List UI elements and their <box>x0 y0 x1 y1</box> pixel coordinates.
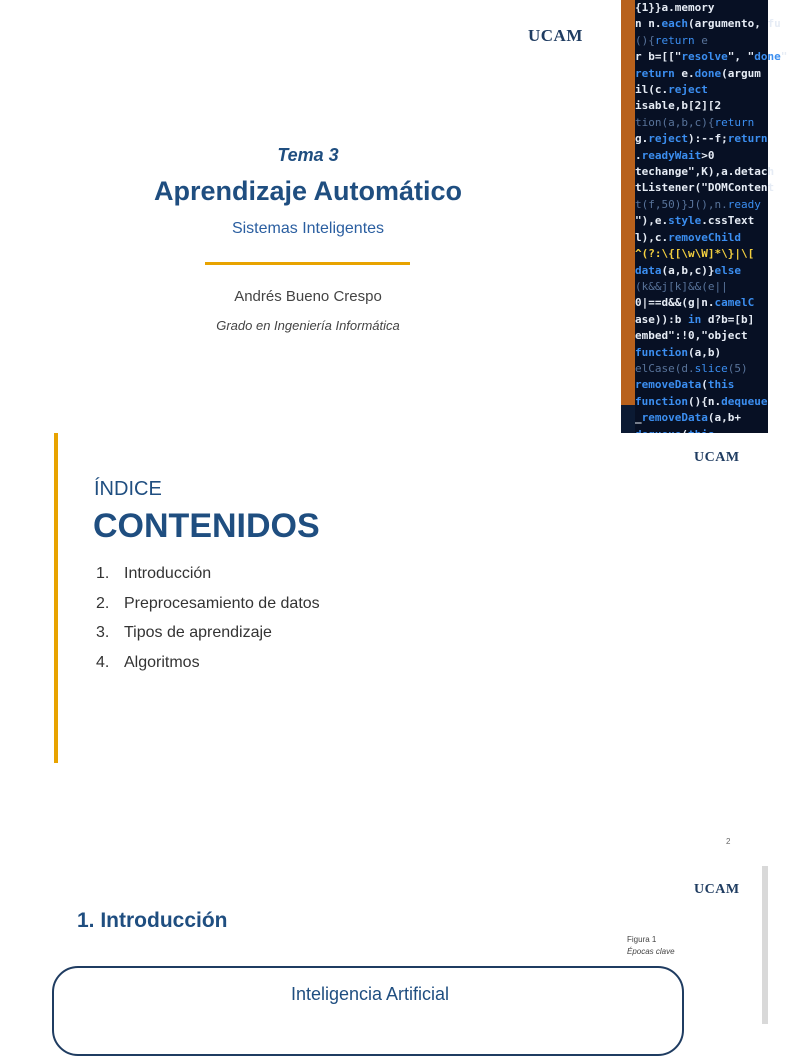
code-line: (k&&j[k]&&(e|| <box>635 279 728 293</box>
ai-box-label: Inteligencia Artificial <box>290 984 450 1004</box>
ucam-logo: UCAM <box>528 26 583 45</box>
code-line: "),e.style.cssText <box>635 214 755 228</box>
code-line: removeData(this <box>635 378 735 392</box>
code-line: (){return e <box>635 33 708 47</box>
title-divider <box>205 262 410 265</box>
code-line: r b=[["resolve", "done" <box>635 50 787 64</box>
degree-name: Grado en Ingeniería Informática <box>216 318 400 333</box>
contents-item <box>96 563 320 593</box>
code-line: ^(?:\{[\w\W]*\}|\[ <box>635 247 755 261</box>
code-line: data(a,b,c)}else <box>635 263 741 277</box>
contents-item-number: 1. <box>96 565 110 582</box>
code-line: l),c.removeChild <box>635 230 741 244</box>
contents-item <box>96 593 320 623</box>
code-image-stripe <box>621 0 635 405</box>
contents-item-number: 2. <box>96 594 110 612</box>
code-line: function(){n.dequeue <box>635 394 768 408</box>
contents-list <box>96 563 320 681</box>
contents-slide <box>0 433 768 866</box>
code-line: .readyWait>0 <box>635 148 715 162</box>
accent-bar <box>54 433 58 763</box>
code-background-image <box>621 0 787 433</box>
presentation-title: Aprendizaje Automático <box>153 176 463 206</box>
ucam-logo: UCAM <box>694 450 740 465</box>
contents-item <box>96 652 320 682</box>
code-line: n n.each(argumento, fu <box>635 17 781 31</box>
contents-title: CONTENIDOS <box>93 507 320 545</box>
code-line: return e.done(argum <box>635 66 761 80</box>
topic-number: Tema 3 <box>277 145 339 165</box>
index-heading: ÍNDICE <box>94 478 162 500</box>
code-line: isable,b[2][2 <box>635 99 722 113</box>
contents-item-label: Preprocesamiento de datos <box>124 594 320 612</box>
code-line: embed":!0,"object <box>635 329 748 343</box>
contents-item-number: 4. <box>96 653 110 671</box>
code-image-stripe-bottom <box>621 405 635 433</box>
figure-label: Figura 1 <box>627 935 657 944</box>
right-edge-strip <box>762 866 768 1024</box>
code-line: t(f,50)}J(),n.ready <box>635 197 761 211</box>
ai-diagram-box <box>52 966 684 1056</box>
code-line: function(a,b) <box>635 345 722 359</box>
contents-item-label: Algoritmos <box>124 653 200 671</box>
code-line: tListener("DOMContent <box>635 181 775 195</box>
page-number: 2 <box>726 837 731 846</box>
author-name: Andrés Bueno Crespo <box>234 288 382 305</box>
ucam-logo: UCAM <box>694 882 740 897</box>
course-subtitle: Sistemas Inteligentes <box>231 220 385 237</box>
contents-item-number: 3. <box>96 624 110 641</box>
figure-caption: Épocas clave <box>627 947 675 956</box>
section-title: 1. Introducción <box>77 909 228 932</box>
contents-item-label: Introducción <box>124 565 212 582</box>
introduction-slide <box>0 866 768 1024</box>
code-line: tion(a,b,c){return <box>635 115 755 129</box>
code-line: _removeData(a,b+ <box>635 411 741 425</box>
contents-item <box>96 622 320 652</box>
code-line: techange",K),a.detach <box>635 165 775 179</box>
code-line: il(c.reject <box>635 83 708 97</box>
code-line: {1}}a.memory <box>635 1 715 14</box>
code-lines <box>635 0 787 443</box>
title-slide <box>0 0 787 433</box>
code-line: elCase(d.slice(5) <box>635 361 748 375</box>
code-line: g.reject):--f;return <box>635 132 768 146</box>
code-line: 0|==d&&(g|n.camelC <box>635 296 755 310</box>
contents-item-label: Tipos de aprendizaje <box>124 624 272 641</box>
code-line: ase)):b in d?b=[b] <box>635 312 755 326</box>
